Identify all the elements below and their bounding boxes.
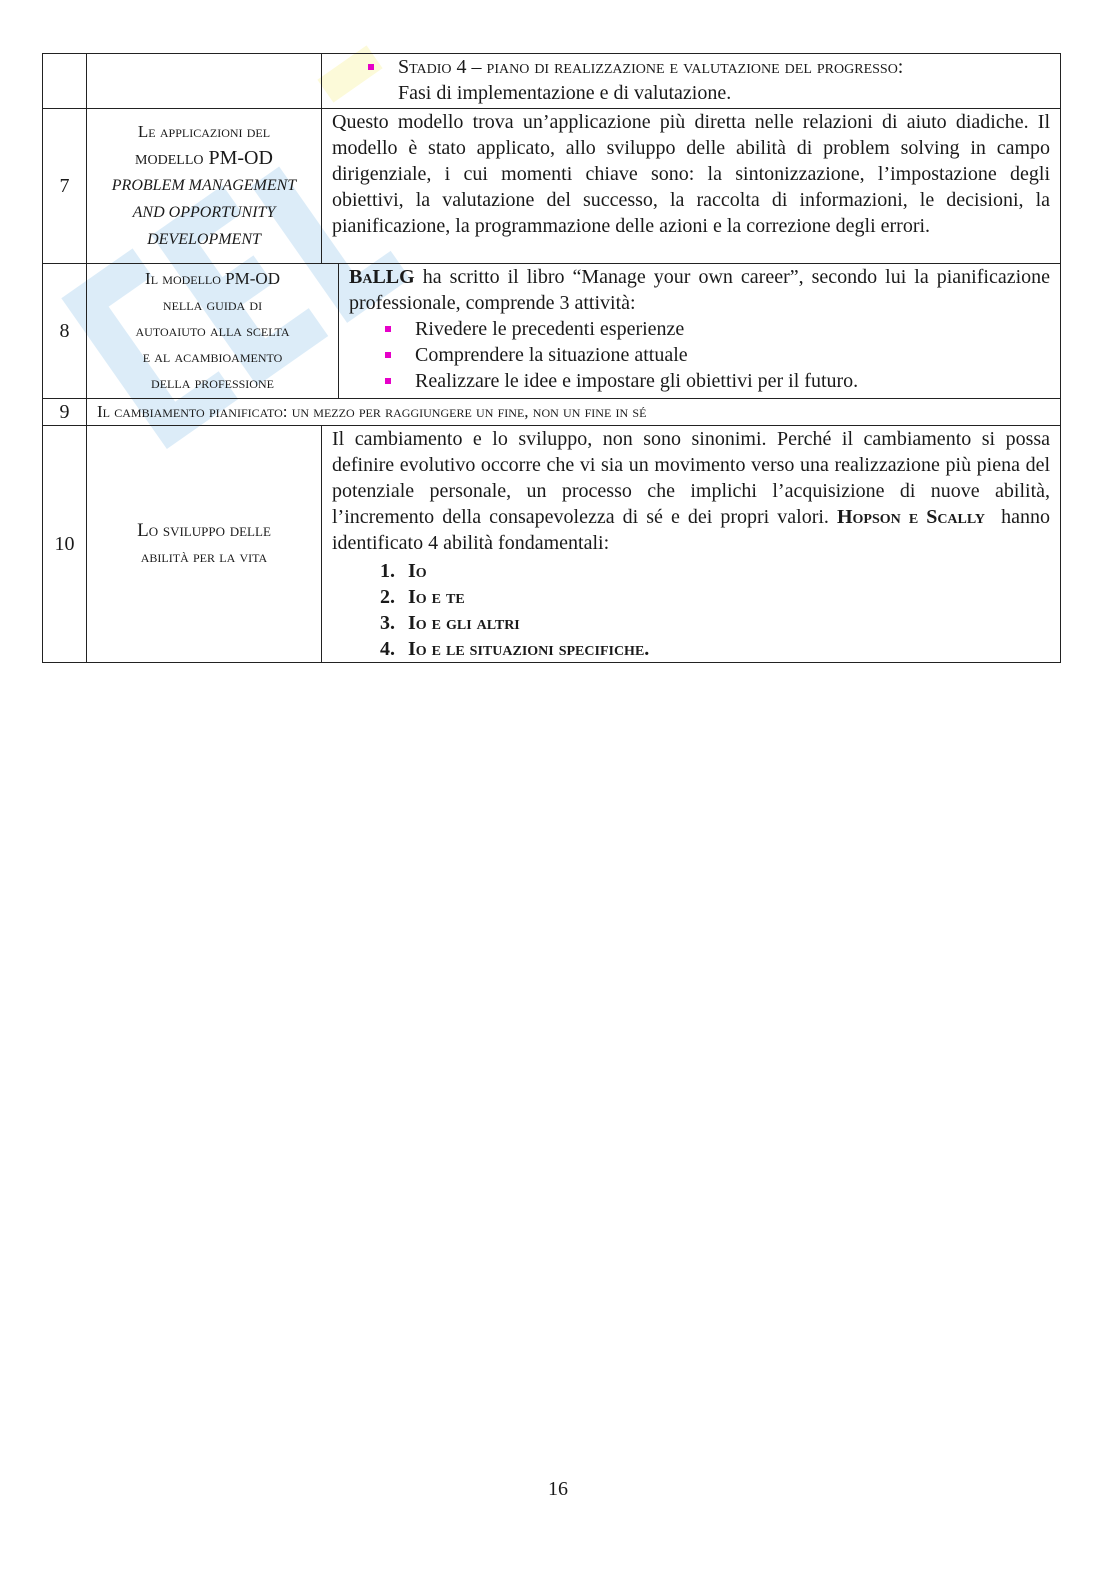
topic-italic: AND OPPORTUNITY (132, 204, 276, 221)
author-names: Hopson e Scally (836, 506, 986, 528)
document-page (42, 53, 1060, 663)
row-number: 10 (43, 426, 87, 663)
paragraph: Questo modello trova un’applicazione più diretta nelle relazioni di aiuto diadiche. Il modello è stato applicato, allo sviluppo delle abilità di problem solving in campo dirigenziale, i cui momenti chiave sono: la sintonizzazione, l’impostazione degli obiettivi, la valutazione del successo, la raccolta di informazioni, le decisioni, la pianificazione, la programmazione delle azioni e la correzione degli errori. (332, 111, 1051, 237)
list-item: Realizzare le idee e impostare gli obiettivi per il futuro. (385, 368, 1050, 394)
row-number: 8 (43, 264, 87, 399)
row-number: 7 (43, 109, 87, 264)
content-cell (322, 109, 1061, 264)
paragraph-text: Il cambiamento e lo sviluppo, non sono sinonimi. Perché il cambiamento si possa definire evolutivo occorre che vi sia un movimento verso una realizzazione più piena del potenziale personale, un processo che implichi l’acquisizione di nuove abilità, l’incremento della consapevolezza di sé e dei propri valori. (332, 428, 1051, 528)
section-heading: Il cambiamento pianificato: un mezzo per raggiungere un fine, non un fine in sé (87, 399, 1061, 426)
topic-line: nella guida di (162, 295, 263, 314)
page-number: 16 (548, 1478, 568, 1500)
topic-cell (87, 109, 322, 264)
stadio-item-cont: Fasi di implementazione e di valutazione. (398, 82, 732, 104)
topic-line: abilità per la vita (140, 547, 268, 566)
topic-line: Lo sviluppo delle (137, 520, 271, 541)
table-row (43, 54, 1061, 109)
topic-italic: PROBLEM MANAGEMENT (111, 177, 297, 194)
content-cell (322, 54, 1061, 109)
topic-cell (87, 426, 322, 663)
paragraph (332, 426, 1050, 556)
skills-list (332, 558, 1050, 662)
paragraph-text: hanno identificato 4 abilità fondamentali: (332, 506, 1051, 554)
topic-cell (87, 54, 322, 109)
content-table (42, 53, 1061, 663)
list-item: Rivedere le precedenti esperienze (385, 316, 1050, 342)
topic-line: della professione (151, 373, 274, 392)
topic-line: e al acambioamento (142, 347, 283, 366)
table-row (43, 399, 1061, 426)
table-row (43, 426, 1061, 663)
content-cell (339, 264, 1061, 399)
list-item: 2. Io e te (400, 584, 1050, 610)
content-cell (322, 426, 1061, 663)
table-row (43, 264, 1061, 399)
paragraph (349, 264, 1050, 316)
list-item: 4. Io e le situazioni specifiche. (400, 636, 1050, 662)
list-item: Comprendere la situazione attuale (385, 342, 1050, 368)
topic-line: modello PM-OD (135, 147, 273, 169)
num-cell (43, 54, 87, 109)
row-number: 9 (43, 399, 87, 426)
topic-cell (87, 264, 339, 399)
table-row (43, 109, 1061, 264)
list-item: 3. Io e gli altri (400, 610, 1050, 636)
topic-line: Il modello PM-OD (145, 269, 280, 288)
list-item: 1. Io (400, 558, 1050, 584)
intro-text: ha scritto il libro “Manage your own career”, secondo lui la pianificazione professionale, comprende 3 attività: (349, 266, 1051, 314)
list-item (368, 54, 1050, 106)
topic-italic: DEVELOPMENT (147, 231, 261, 248)
stadio-item: Stadio 4 – piano di realizzazione e valutazione del progresso: (398, 56, 904, 78)
author-name: BaLLG (349, 266, 415, 288)
topic-line: autoaiuto alla scelta (135, 321, 290, 340)
activity-list (349, 316, 1050, 394)
topic-line: Le applicazioni del (137, 122, 271, 141)
